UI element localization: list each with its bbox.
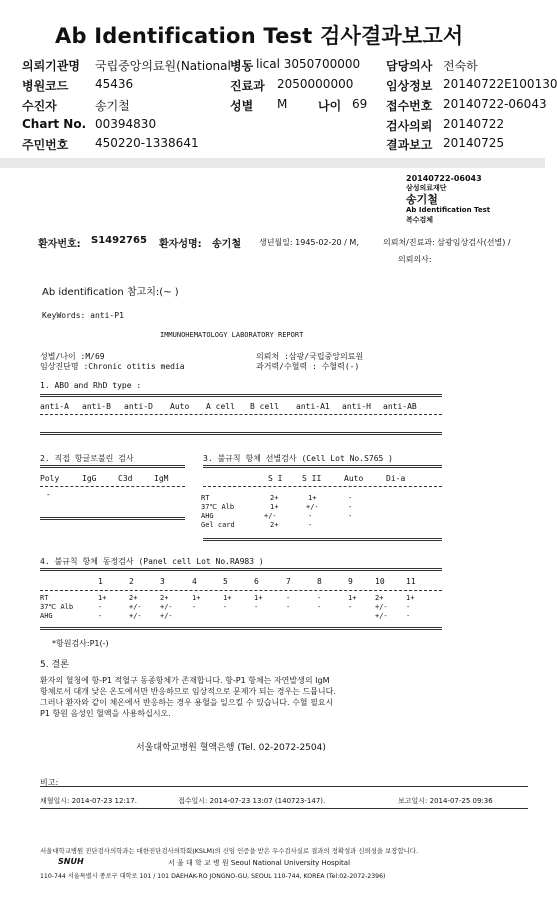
resident-id-value: 450220-1338641 [95,136,199,150]
reported-at: 보고일시: 2014-07-25 09:36 [398,797,493,805]
panel-phase: RT [40,594,49,602]
dat-col: Poly [40,474,60,483]
screening-title: 3. 불규칙 항체 선별검사 (Cell Lot No.S765 ) [203,454,393,463]
patient-no: S1492765 [91,235,147,246]
divider [40,486,185,487]
accreditation-note: 서울대학교병원 진단검사의학과는 대한진단검사의학회(KSLM)의 신임 인증을 받은 우수검사실로 결과의 정확성과 신뢰성을 보장합니다. [40,847,419,855]
referral-hospital: 의뢰처 :삼광/국립중앙의료원 [256,352,364,361]
screen-cell: - [308,521,313,529]
screen-cell: +/- [306,503,319,511]
chart-no-label: Chart No. [22,117,87,131]
age-label: 나이 [318,99,342,113]
panel-cell: - [317,594,322,602]
abo-col: B cell [250,402,279,411]
panel-col: 8 [317,577,322,586]
panel-phase: 37℃ Alb [40,603,74,611]
screen-cell: 1+ [270,503,279,511]
divider [203,538,442,541]
stamp-name: 송기철 [406,193,438,206]
screen-cell: 2+ [270,521,279,529]
reference-title: Ab identification 참고치:(~ ) [42,287,179,298]
patient-name-label: 환자성명: [159,239,202,250]
hospital-address: 110-744 서울특별시 종로구 대학로 101 / 101 DAEHAK-RO JONGNO-GU, SEOUL 110-744, KOREA (Tel:02-2072-2396) [40,873,386,880]
scanned-report [18,168,545,905]
screen-phase: RT [201,494,210,502]
panel-cell: - [192,603,197,611]
transfusion-history: 과거력/수혈력 : 수혈력(-) [256,362,360,371]
hospital-name: 서 울 대 학 교 병 원 Seoul National University Hospital [168,859,351,867]
screen-phase: Gel card [201,521,235,529]
screen-cell: - [348,503,353,511]
divider [40,568,442,571]
dat-value: - [46,490,51,499]
age-value: 69 [352,97,368,111]
dat-col: IgM [154,474,169,483]
clinical-info-value: 20140722E100130 [443,77,557,91]
panel-cell: +/- [160,603,173,611]
divider [40,517,185,520]
abo-col: anti-AB [383,402,417,411]
conclusion-line: 그러나 환자와 같이 체온에서 반응하는 경우 용혈을 일으킬 수 있습니다. 수혈 필요시 [40,698,334,707]
header-separator [0,158,545,168]
divider [40,414,442,415]
screen-cell: - [348,512,353,520]
panel-col: 2 [129,577,134,586]
panel-col: 11 [406,577,416,586]
panel-col: 4 [192,577,197,586]
abo-col: anti-A1 [296,402,330,411]
panel-cell: +/- [160,612,173,620]
department-label: 진료과 [230,79,265,93]
conclusion-line: 환자의 혈청에 항-P1 적혈구 동종항체가 존재합니다. 항-P1 항체는 자연발생의 IgM [40,676,330,685]
panel-cell: +/- [375,603,388,611]
divider [40,432,442,435]
abo-col: A cell [206,402,235,411]
conclusion-title: 5. 결론 [40,660,69,670]
panel-col: 9 [348,577,353,586]
panel-col: 10 [375,577,385,586]
panel-phase: AHG [40,612,53,620]
department-value: 2050000000 [277,77,354,91]
dat-col: IgG [82,474,97,483]
referring-dept: 의뢰처/진료과: 삼광임상검사(선별) / [383,238,511,247]
divider [40,394,442,397]
stamp-org: 삼성의료재단 [406,184,447,192]
panel-col: 1 [98,577,103,586]
panel-cell: - [406,603,411,611]
panel-cell: 2+ [375,594,384,602]
chart-no-value: 00394830 [95,117,157,131]
panel-cell: 2+ [160,594,169,602]
panel-cell: 1+ [406,594,415,602]
panel-cell: - [406,612,411,620]
report-title: Ab Identification Test 검사결과보고서 [55,24,464,48]
panel-cell: - [286,603,291,611]
screen-cell: - [308,512,313,520]
abo-col: Auto [170,402,190,411]
divider [40,808,528,809]
screen-col: S I [268,474,283,483]
collected-at: 채혈일시: 2014-07-23 12:17. [40,797,137,805]
conclusion-line: 항체로서 대개 낮은 온도에서만 반응하므로 임상적으로 문제가 되는 경우는 드뭅니다. [40,687,336,696]
panel-col: 7 [286,577,291,586]
panel-col: 6 [254,577,259,586]
request-date-value: 20140722 [443,117,505,131]
panel-cell: 1+ [192,594,201,602]
ward-label: 병동 [230,59,254,73]
physician-value: 전숙하 [443,59,478,73]
screen-phase: 37℃ Alb [201,503,235,511]
keywords: KeyWords: anti-P1 [42,311,124,320]
referring-doctor-label: 의뢰의사: [398,255,432,264]
screen-cell: 2+ [270,494,279,502]
accession-value: 20140722-06043 [443,97,547,111]
sex-value: M [277,97,288,111]
abo-col: anti-B [82,402,111,411]
received-at: 접수일시: 2014-07-23 13:07 (140723-147). [178,797,326,805]
panel-cell: - [98,612,103,620]
remarks-label: 비고: [40,778,59,787]
panel-col: 5 [223,577,228,586]
antigen-note: *항원검사:P1(-) [52,639,109,648]
panel-cell: +/- [129,603,142,611]
dat-title: 2. 직접 항글로불린 검사 [40,454,134,463]
request-date-label: 검사의뢰 [386,119,433,133]
stamp-copy: 복수검체 [406,216,434,224]
screen-phase: AHG [201,512,214,520]
abo-col: anti-H [342,402,371,411]
physician-label: 담당의사 [386,59,433,73]
panel-cell: - [317,603,322,611]
screen-cell: +/- [264,512,277,520]
panel-cell: +/- [129,612,142,620]
hospital-code-value: 45436 [95,77,134,91]
requesting-institution-value: 국립중앙의료원(National [95,59,231,73]
stamp-number: 20140722-06043 [406,174,482,183]
clinical-info-label: 임상정보 [386,79,433,93]
panel-cell: +/- [375,612,388,620]
divider [40,786,528,787]
panel-cell: 1+ [98,594,107,602]
panel-title: 4. 불규칙 항체 동정검사 (Panel cell Lot No.RA983 ) [40,557,264,566]
sex-label: 성별 [230,99,254,113]
abo-col: anti-A [40,402,69,411]
report-date-label: 결과보고 [386,138,433,152]
divider [40,465,185,468]
panel-columns [18,577,438,589]
screen-cell: 1+ [308,494,317,502]
abo-col: anti-D [124,402,153,411]
sex-age: 성별/나이 :M/69 [40,352,105,361]
report-header [0,0,557,160]
patient-label: 수진자 [22,99,57,113]
patient-no-label: 환자번호: [38,239,81,250]
birth-date: 생년월일: 1945-02-20 / M, [259,238,359,247]
resident-id-label: 주민번호 [22,138,69,152]
stamp-test: Ab Identification Test [406,206,491,214]
panel-cell: 1+ [223,594,232,602]
snuh-logo: SNUH [58,857,84,866]
ward-value: lical 3050700000 [256,57,361,71]
panel-cell: 2+ [129,594,138,602]
accession-label: 접수번호 [386,99,433,113]
divider [203,486,442,487]
divider [40,590,442,591]
panel-cell: - [223,603,228,611]
conclusion-line: P1 항원 음성인 혈액을 사용하십시오. [40,709,171,718]
panel-cell: - [286,594,291,602]
requesting-institution-label: 의뢰기관명 [22,59,80,73]
panel-cell: - [254,603,259,611]
panel-cell: - [348,603,353,611]
panel-cell: 1+ [348,594,357,602]
patient-name: 송기철 [212,239,241,250]
divider [40,627,442,630]
dat-col: C3d [118,474,133,483]
screen-col: S II [302,474,322,483]
specimen-stamp [406,174,524,224]
panel-cell: 1+ [254,594,263,602]
blood-bank: 서울대학교병원 혈액은행 (Tel. 02-2072-2504) [136,743,326,753]
abo-rhd-title: 1. ABO and RhD type : [40,381,142,390]
report-date-value: 20140725 [443,136,505,150]
divider [203,465,442,468]
lab-report-title: IMMUNOHEMATOLOGY LABORATORY REPORT [160,331,304,339]
patient-value: 송기철 [95,99,130,113]
panel-cell: - [98,603,103,611]
panel-col: 3 [160,577,165,586]
screen-col: Auto [344,474,364,483]
screen-cell: - [348,494,353,502]
hospital-code-label: 병원코드 [22,79,69,93]
screen-col: Di-a [386,474,406,483]
diagnosis: 임상진단명 :Chronic otitis media [40,362,185,371]
